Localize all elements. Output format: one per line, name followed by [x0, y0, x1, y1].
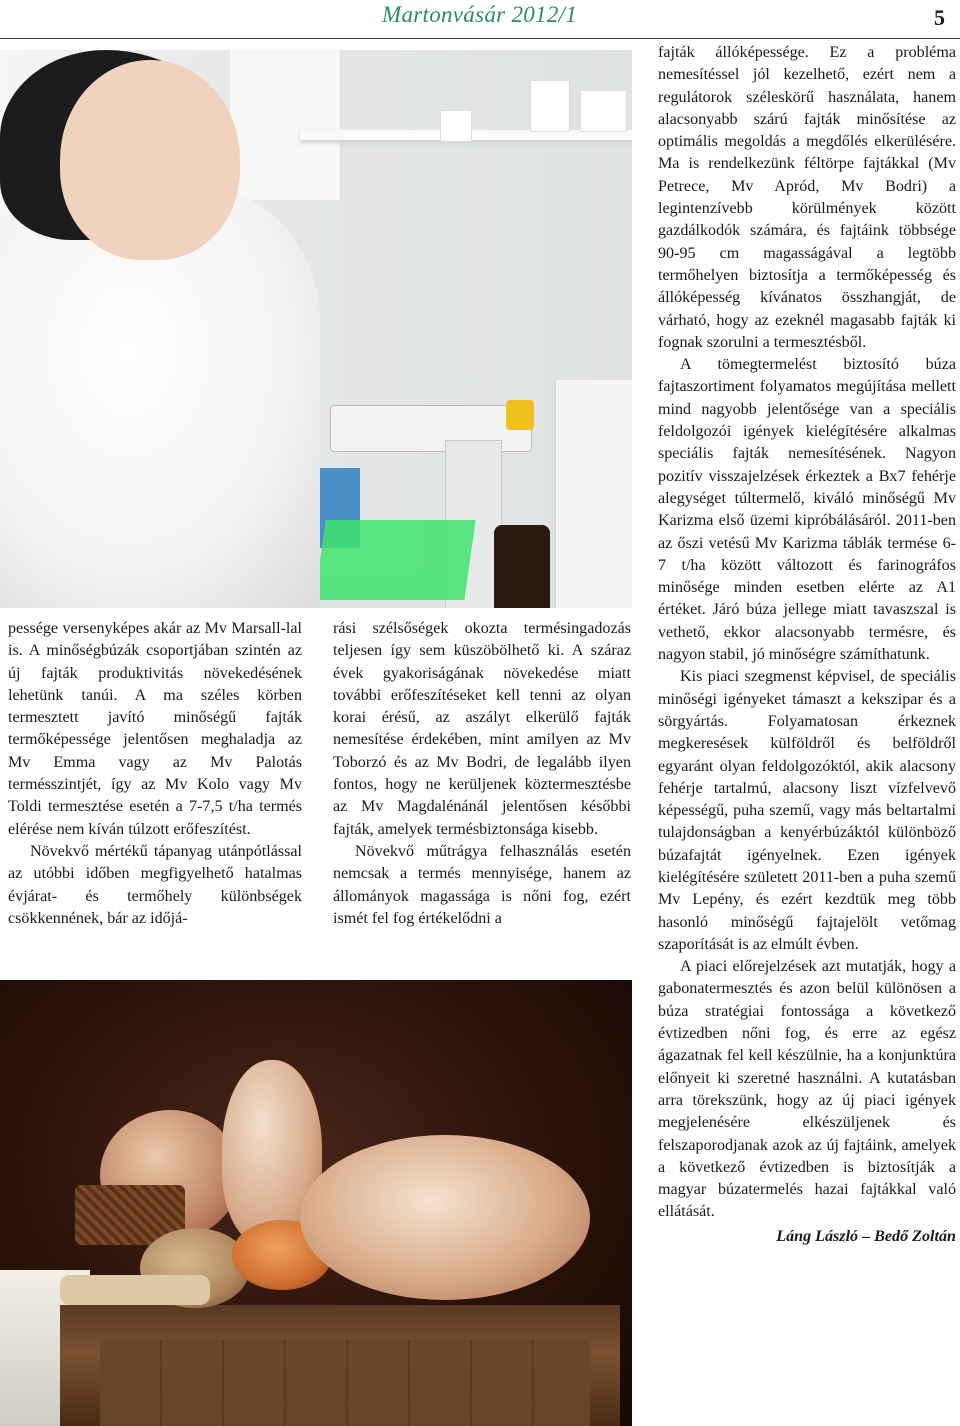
- lab-canister: [555, 380, 632, 608]
- paragraph: fajták állóképessége. Ez a probléma nemesítéssel jól kezelhető, ezért nem a regulátorok széleskörű használata, hanem alacsonyabb szárú fajták minősítése az optimális megoldás a megdőlés elkerülésére. Ma is rendelkezünk féltörpe fajtákkal (Mv Petrece, Mv Apród, Mv Bodri) a legintenzívebb körülmények között gazdálkodók számára, és fajtáink többsége 90-95 cm magasságával a legtöbb termőhelyen biztosítja a termőképesség és állóképesség kívánatos összhangját, de várható, hogy az ezeknél magasabb fajták ki fognak szorulni a termesztésből.: [658, 44, 956, 351]
- author-signature: Láng László – Bedő Zoltán: [776, 1227, 956, 1245]
- bread-crate-slats: [100, 1340, 590, 1426]
- paragraph: pessége versenyképes akár az Mv Marsall-lal is. A minőségbúzák csoportjában szintén az új fajták produktivitás növekedésének lehetünk tanúi. A ma széles körben termesztett javító minőségű fajták termőképessége jelentősen meghaladja az Mv Emma vagy az Mv Palotás termésszintjét, így az Mv Kolo vagy Mv Toldi termesztése esetén a 7-7,5 t/ha termés elérése nem kíván túlzott erőfeszítést.: [8, 620, 302, 838]
- lab-technician-photo: [0, 50, 632, 608]
- lab-yellow-nozzle: [506, 400, 534, 430]
- lab-cabinet: [230, 50, 342, 200]
- paragraph: Növekvő műtrágya felhasználás esetén nemcsak a termés mennyisége, hanem az állományok magassága is nőni fog, ezért ismét fel fog értékelődni a: [333, 842, 631, 927]
- text-column-right: [658, 42, 956, 1248]
- text-column-middle: [333, 618, 631, 930]
- bread-loaves-photo: [0, 980, 632, 1426]
- lab-green-tray: [314, 520, 475, 600]
- bread-white-slices: [60, 1275, 210, 1305]
- paragraph: rási szélsőségek okozta termésingadozás teljesen így sem küszöbölhető ki. A száraz évek gyakoriságának növekedése miatt további erőfeszítéseket kell tenni az olyan korai érésű, az aszályt elkerülő fajták nemesítése érdekében, mint amilyen az Mv Toborzó és az Mv Bodri, de legalább ilyen fontos, hogy ne kerüljenek köztermesztésbe az Mv Magdalénánál jelentősen későbbi fajták, amelyek termésbiztonsága kisebb.: [333, 620, 631, 838]
- lab-dark-bottle: [494, 525, 550, 608]
- lab-bottle: [580, 90, 627, 132]
- technician-face: [60, 60, 240, 260]
- lab-bottle: [530, 80, 570, 132]
- text-column-left: [8, 618, 302, 930]
- paragraph: A tömegtermelést biztosító búza fajtaszortiment folyamatos megújítása mellett mind nagyobb jelentősége van a speciális feldolgozói igények kielégítésére alkalmas speciális fajták nemesítésének. Nagyon pozitív visszajelzések érkeztek a Bx7 fehérje alegységet túltermelő, kiváló minőségű Mv Karizma első üzemi kipróbálásáról. 2011-ben az őszi vetésű Mv Karizma táblák termése 6-7 t/ha között változott és farinográfos minősége minden esetben elérte az A1 értéket. Járó búza jellege miatt tavaszszal is vethető, ekkor alacsonyabb termésre, és nagyon stabil, jó minőségre számíthatunk.: [658, 356, 956, 664]
- header-title: Martonvásár 2012/1: [382, 2, 578, 27]
- paragraph: Kis piaci szegmenst képvisel, de speciális minőségi igényeket támaszt a kekszipar és a sörgyártás. Folyamatosan érkeznek megkeresések külföldről és belföldről egyaránt olyan feldolgozóktól, akik alacsony fehérje tartalmú, alacsony liszt vízfelvevő képességű, puha szemű, vagy más beltartalmi tulajdonságban a kenyérbúzáktól különböző búzafajtát igényelnek. Ezen igények kielégítésére született 2011-ben a puha szemű Mv Lepény, és ezért kezdtük meg több hasonló minőségű fajtajelölt vetőmag szaporítását is az elmúlt évben.: [658, 668, 956, 953]
- paragraph: A piaci előrejelzések azt mutatják, hogy a gabonatermesztés és azon belül különösen a búza stratégiai fontossága a következő évtizedben nőni fog, és erre az egész ágazatnak fel kell készülnie, ha a konjunktúra előnyeit ki szeretné használni. A kutatásban arra törekszünk, hogy az új piaci igények megjelenésére elkészüljenek és felszaporodjanak azok az új fajtáink, amelyek a következő évtizedben is biztosítják a magyar búzatermelés hazai fajtákkal való ellátását.: [658, 958, 956, 1221]
- page-number: 5: [934, 5, 945, 30]
- bread-loaf-large: [300, 1135, 590, 1300]
- header-rule: [0, 38, 960, 39]
- lab-bottle: [440, 110, 472, 142]
- paragraph: Növekvő mértékű tápanyag utánpótlással az utóbbi időben megfigyelhető hatalmas évjárat- és termőhely különbségek csökkennének, bár az időjá-: [8, 842, 302, 927]
